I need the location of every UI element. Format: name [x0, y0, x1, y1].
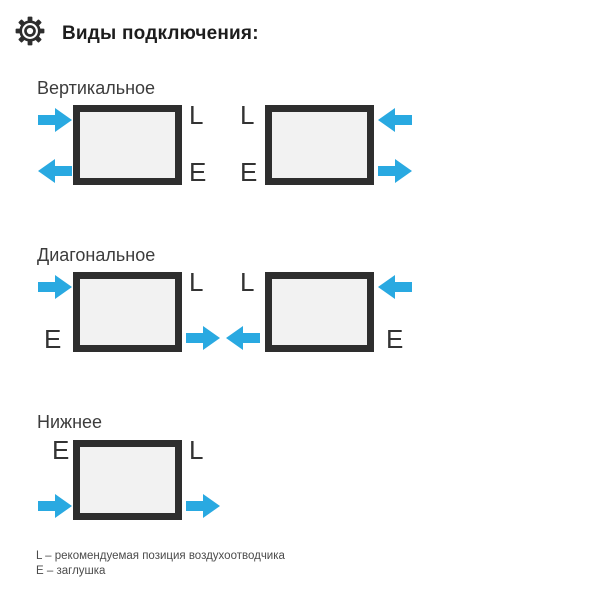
port-label-l: L	[189, 267, 204, 297]
port-label-l: L	[240, 100, 255, 130]
flow-out-arrow-right-icon	[186, 494, 220, 518]
section-title-diagonal: Диагональное	[37, 245, 156, 265]
section-title-bottom: Нижнее	[37, 412, 103, 432]
flow-out-arrow-left-icon	[38, 159, 72, 183]
radiator-diagonal-left	[73, 272, 182, 352]
legend-line-l: L – рекомендуемая позиция воздухоотводчика	[36, 550, 285, 562]
gear-icon	[15, 16, 45, 46]
port-label-e: E	[240, 157, 258, 187]
legend	[36, 549, 285, 579]
radiator-vertical-left	[73, 105, 182, 185]
flow-in-arrow-right-icon	[38, 275, 72, 299]
port-label-l: L	[189, 435, 204, 465]
flow-out-arrow-right-icon	[186, 326, 220, 350]
port-label-e: E	[44, 324, 62, 354]
flow-in-arrow-right-icon	[38, 494, 72, 518]
page-title: Виды подключения:	[62, 23, 259, 44]
section-title-vertical: Вертикальное	[37, 78, 156, 98]
radiator-diagonal-right	[265, 272, 374, 352]
flow-out-arrow-right-icon	[378, 159, 412, 183]
port-label-l: L	[240, 267, 255, 297]
flow-in-arrow-left-icon	[378, 108, 412, 132]
port-label-e: E	[189, 157, 207, 187]
radiator-bottom	[73, 440, 182, 520]
flow-in-arrow-right-icon	[38, 108, 72, 132]
radiator-vertical-right	[265, 105, 374, 185]
port-label-e: E	[386, 324, 404, 354]
flow-in-arrow-left-icon	[378, 275, 412, 299]
legend-line-e: E – заглушка	[36, 565, 106, 577]
port-label-e: E	[52, 435, 70, 465]
flow-out-arrow-left-icon	[226, 326, 260, 350]
port-label-l: L	[189, 100, 204, 130]
